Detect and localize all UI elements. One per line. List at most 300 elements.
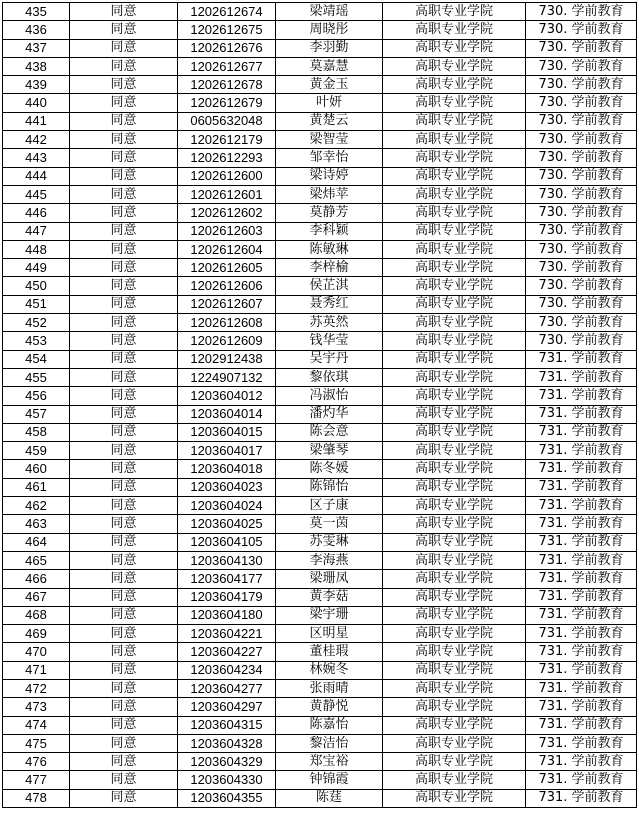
student-id-cell: 1203604179 [178, 588, 276, 606]
table-row [3, 698, 637, 716]
status-cell: 同意 [70, 387, 178, 405]
student-id-cell: 1203604017 [178, 442, 276, 460]
student-id-cell: 1203604015 [178, 423, 276, 441]
student-name-cell: 梁炜苹 [276, 185, 383, 203]
row-number-cell: 450 [3, 277, 70, 295]
row-number-cell: 451 [3, 295, 70, 313]
college-cell: 高职专业学院 [383, 460, 526, 478]
table-row [3, 570, 637, 588]
college-cell: 高职专业学院 [383, 625, 526, 643]
student-name-cell: 黄楚云 [276, 112, 383, 130]
row-number-cell: 453 [3, 332, 70, 350]
college-cell: 高职专业学院 [383, 497, 526, 515]
college-cell: 高职专业学院 [383, 789, 526, 807]
student-id-cell: 1202612678 [178, 76, 276, 94]
status-cell: 同意 [70, 185, 178, 203]
status-cell: 同意 [70, 606, 178, 624]
student-id-cell: 1202612609 [178, 332, 276, 350]
student-name-cell: 李梓榆 [276, 259, 383, 277]
major-cell: 731. 学前教育 [526, 734, 637, 752]
table-body [3, 3, 637, 808]
table-row [3, 332, 637, 350]
status-cell: 同意 [70, 716, 178, 734]
row-number-cell: 439 [3, 76, 70, 94]
row-number-cell: 469 [3, 625, 70, 643]
table-row [3, 478, 637, 496]
status-cell: 同意 [70, 240, 178, 258]
table-row [3, 679, 637, 697]
student-id-cell: 1202612600 [178, 167, 276, 185]
student-name-cell: 梁宇珊 [276, 606, 383, 624]
major-cell: 730. 学前教育 [526, 295, 637, 313]
college-cell: 高职专业学院 [383, 39, 526, 57]
major-cell: 731. 学前教育 [526, 533, 637, 551]
table-row [3, 606, 637, 624]
status-cell: 同意 [70, 405, 178, 423]
row-number-cell: 468 [3, 606, 70, 624]
major-cell: 731. 学前教育 [526, 497, 637, 515]
major-cell: 731. 学前教育 [526, 442, 637, 460]
student-name-cell: 李海燕 [276, 551, 383, 569]
status-cell: 同意 [70, 661, 178, 679]
major-cell: 731. 学前教育 [526, 661, 637, 679]
table-row [3, 497, 637, 515]
row-number-cell: 474 [3, 716, 70, 734]
college-cell: 高职专业学院 [383, 204, 526, 222]
row-number-cell: 475 [3, 734, 70, 752]
table-row [3, 39, 637, 57]
major-cell: 730. 学前教育 [526, 149, 637, 167]
status-cell: 同意 [70, 625, 178, 643]
student-name-cell: 梁珊凤 [276, 570, 383, 588]
major-cell: 730. 学前教育 [526, 21, 637, 39]
student-id-cell: 1202612601 [178, 185, 276, 203]
table-row [3, 222, 637, 240]
student-id-cell: 1203604024 [178, 497, 276, 515]
table-row [3, 716, 637, 734]
row-number-cell: 472 [3, 679, 70, 697]
row-number-cell: 460 [3, 460, 70, 478]
college-cell: 高职专业学院 [383, 588, 526, 606]
college-cell: 高职专业学院 [383, 570, 526, 588]
student-name-cell: 钱华莹 [276, 332, 383, 350]
table-row [3, 21, 637, 39]
student-name-cell: 钟锦霞 [276, 771, 383, 789]
student-name-cell: 陈嘉怡 [276, 716, 383, 734]
student-id-cell: 1202612677 [178, 57, 276, 75]
row-number-cell: 465 [3, 551, 70, 569]
row-number-cell: 459 [3, 442, 70, 460]
status-cell: 同意 [70, 350, 178, 368]
major-cell: 731. 学前教育 [526, 771, 637, 789]
student-id-cell: 1203604018 [178, 460, 276, 478]
row-number-cell: 473 [3, 698, 70, 716]
major-cell: 731. 学前教育 [526, 405, 637, 423]
status-cell: 同意 [70, 460, 178, 478]
student-id-cell: 1203604014 [178, 405, 276, 423]
table-row [3, 789, 637, 807]
college-cell: 高职专业学院 [383, 478, 526, 496]
student-name-cell: 莫一茵 [276, 515, 383, 533]
college-cell: 高职专业学院 [383, 3, 526, 21]
status-cell: 同意 [70, 314, 178, 332]
status-cell: 同意 [70, 643, 178, 661]
table-row [3, 771, 637, 789]
table-row [3, 350, 637, 368]
student-name-cell: 黎洁怡 [276, 734, 383, 752]
major-cell: 730. 学前教育 [526, 3, 637, 21]
college-cell: 高职专业学院 [383, 643, 526, 661]
major-cell: 730. 学前教育 [526, 94, 637, 112]
student-name-cell: 梁肇琴 [276, 442, 383, 460]
table-row [3, 661, 637, 679]
student-id-cell: 1202612179 [178, 131, 276, 149]
student-name-cell: 苏英然 [276, 314, 383, 332]
student-name-cell: 梁诗婷 [276, 167, 383, 185]
student-name-cell: 区子康 [276, 497, 383, 515]
student-name-cell: 李羽勤 [276, 39, 383, 57]
row-number-cell: 440 [3, 94, 70, 112]
status-cell: 同意 [70, 295, 178, 313]
status-cell: 同意 [70, 332, 178, 350]
status-cell: 同意 [70, 497, 178, 515]
student-name-cell: 苏雯琳 [276, 533, 383, 551]
table-row [3, 753, 637, 771]
status-cell: 同意 [70, 423, 178, 441]
status-cell: 同意 [70, 551, 178, 569]
row-number-cell: 443 [3, 149, 70, 167]
student-name-cell: 梁靖瑶 [276, 3, 383, 21]
major-cell: 730. 学前教育 [526, 167, 637, 185]
table-row [3, 588, 637, 606]
major-cell: 731. 学前教育 [526, 716, 637, 734]
major-cell: 730. 学前教育 [526, 332, 637, 350]
status-cell: 同意 [70, 442, 178, 460]
status-cell: 同意 [70, 588, 178, 606]
table-row [3, 387, 637, 405]
college-cell: 高职专业学院 [383, 387, 526, 405]
table-row [3, 734, 637, 752]
student-id-cell: 1202612605 [178, 259, 276, 277]
row-number-cell: 452 [3, 314, 70, 332]
student-name-cell: 黎依琪 [276, 368, 383, 386]
row-number-cell: 447 [3, 222, 70, 240]
college-cell: 高职专业学院 [383, 734, 526, 752]
student-id-cell: 1203604025 [178, 515, 276, 533]
college-cell: 高职专业学院 [383, 131, 526, 149]
major-cell: 731. 学前教育 [526, 698, 637, 716]
status-cell: 同意 [70, 533, 178, 551]
major-cell: 731. 学前教育 [526, 515, 637, 533]
table-row [3, 368, 637, 386]
student-name-cell: 黄李菇 [276, 588, 383, 606]
row-number-cell: 444 [3, 167, 70, 185]
college-cell: 高职专业学院 [383, 661, 526, 679]
student-name-cell: 莫嘉慧 [276, 57, 383, 75]
major-cell: 731. 学前教育 [526, 753, 637, 771]
major-cell: 731. 学前教育 [526, 460, 637, 478]
major-cell: 731. 学前教育 [526, 387, 637, 405]
table-row [3, 259, 637, 277]
row-number-cell: 462 [3, 497, 70, 515]
row-number-cell: 463 [3, 515, 70, 533]
table-row [3, 515, 637, 533]
status-cell: 同意 [70, 57, 178, 75]
table-row [3, 57, 637, 75]
college-cell: 高职专业学院 [383, 679, 526, 697]
major-cell: 730. 学前教育 [526, 185, 637, 203]
status-cell: 同意 [70, 368, 178, 386]
table-row [3, 3, 637, 21]
student-id-cell: 1202612606 [178, 277, 276, 295]
major-cell: 731. 学前教育 [526, 679, 637, 697]
college-cell: 高职专业学院 [383, 442, 526, 460]
student-id-cell: 1202612679 [178, 94, 276, 112]
student-id-cell: 1203604297 [178, 698, 276, 716]
college-cell: 高职专业学院 [383, 314, 526, 332]
table-row [3, 643, 637, 661]
status-cell: 同意 [70, 149, 178, 167]
status-cell: 同意 [70, 112, 178, 130]
student-id-cell: 1203604277 [178, 679, 276, 697]
student-id-cell: 1202612293 [178, 149, 276, 167]
student-name-cell: 区明星 [276, 625, 383, 643]
student-id-cell: 0605632048 [178, 112, 276, 130]
table-row [3, 533, 637, 551]
major-cell: 730. 学前教育 [526, 222, 637, 240]
student-id-cell: 1203604328 [178, 734, 276, 752]
row-number-cell: 461 [3, 478, 70, 496]
table-row [3, 551, 637, 569]
college-cell: 高职专业学院 [383, 716, 526, 734]
major-cell: 731. 学前教育 [526, 368, 637, 386]
row-number-cell: 457 [3, 405, 70, 423]
table-row [3, 240, 637, 258]
college-cell: 高职专业学院 [383, 533, 526, 551]
major-cell: 730. 学前教育 [526, 76, 637, 94]
table-row [3, 405, 637, 423]
major-cell: 730. 学前教育 [526, 112, 637, 130]
table-row [3, 460, 637, 478]
status-cell: 同意 [70, 204, 178, 222]
table-row [3, 442, 637, 460]
major-cell: 731. 学前教育 [526, 478, 637, 496]
major-cell: 731. 学前教育 [526, 570, 637, 588]
student-id-cell: 1224907132 [178, 368, 276, 386]
student-id-cell: 1202612603 [178, 222, 276, 240]
college-cell: 高职专业学院 [383, 57, 526, 75]
status-cell: 同意 [70, 76, 178, 94]
student-id-cell: 1202612604 [178, 240, 276, 258]
status-cell: 同意 [70, 222, 178, 240]
status-cell: 同意 [70, 39, 178, 57]
major-cell: 730. 学前教育 [526, 240, 637, 258]
status-cell: 同意 [70, 753, 178, 771]
table-row [3, 94, 637, 112]
student-id-cell: 1203604330 [178, 771, 276, 789]
row-number-cell: 438 [3, 57, 70, 75]
status-cell: 同意 [70, 789, 178, 807]
row-number-cell: 471 [3, 661, 70, 679]
student-id-cell: 1203604023 [178, 478, 276, 496]
row-number-cell: 449 [3, 259, 70, 277]
student-name-cell: 陈莛 [276, 789, 383, 807]
table-row [3, 423, 637, 441]
student-name-cell: 邹幸怡 [276, 149, 383, 167]
admission-list-table [2, 2, 637, 808]
college-cell: 高职专业学院 [383, 771, 526, 789]
status-cell: 同意 [70, 3, 178, 21]
major-cell: 730. 学前教育 [526, 314, 637, 332]
college-cell: 高职专业学院 [383, 350, 526, 368]
status-cell: 同意 [70, 167, 178, 185]
table-row [3, 167, 637, 185]
status-cell: 同意 [70, 478, 178, 496]
table-row [3, 314, 637, 332]
student-name-cell: 陈会意 [276, 423, 383, 441]
college-cell: 高职专业学院 [383, 167, 526, 185]
student-name-cell: 梁智莹 [276, 131, 383, 149]
college-cell: 高职专业学院 [383, 21, 526, 39]
student-id-cell: 1203604329 [178, 753, 276, 771]
student-id-cell: 1203604130 [178, 551, 276, 569]
status-cell: 同意 [70, 771, 178, 789]
student-id-cell: 1203604355 [178, 789, 276, 807]
row-number-cell: 437 [3, 39, 70, 57]
row-number-cell: 445 [3, 185, 70, 203]
college-cell: 高职专业学院 [383, 606, 526, 624]
student-id-cell: 1202612608 [178, 314, 276, 332]
student-name-cell: 郑宝裕 [276, 753, 383, 771]
student-name-cell: 陈锦怡 [276, 478, 383, 496]
college-cell: 高职专业学院 [383, 515, 526, 533]
student-id-cell: 1203604234 [178, 661, 276, 679]
student-name-cell: 黄静悦 [276, 698, 383, 716]
row-number-cell: 455 [3, 368, 70, 386]
table-row [3, 112, 637, 130]
major-cell: 730. 学前教育 [526, 57, 637, 75]
student-id-cell: 1203604180 [178, 606, 276, 624]
major-cell: 731. 学前教育 [526, 423, 637, 441]
college-cell: 高职专业学院 [383, 185, 526, 203]
major-cell: 731. 学前教育 [526, 588, 637, 606]
row-number-cell: 470 [3, 643, 70, 661]
college-cell: 高职专业学院 [383, 222, 526, 240]
college-cell: 高职专业学院 [383, 295, 526, 313]
student-id-cell: 1203604012 [178, 387, 276, 405]
table-row [3, 204, 637, 222]
table-row [3, 277, 637, 295]
student-name-cell: 周晓彤 [276, 21, 383, 39]
student-id-cell: 1202612676 [178, 39, 276, 57]
student-id-cell: 1202612602 [178, 204, 276, 222]
row-number-cell: 476 [3, 753, 70, 771]
college-cell: 高职专业学院 [383, 240, 526, 258]
student-id-cell: 1203604315 [178, 716, 276, 734]
student-name-cell: 叶妍 [276, 94, 383, 112]
status-cell: 同意 [70, 698, 178, 716]
status-cell: 同意 [70, 734, 178, 752]
student-name-cell: 董桂瑕 [276, 643, 383, 661]
row-number-cell: 442 [3, 131, 70, 149]
college-cell: 高职专业学院 [383, 277, 526, 295]
status-cell: 同意 [70, 515, 178, 533]
college-cell: 高职专业学院 [383, 551, 526, 569]
college-cell: 高职专业学院 [383, 753, 526, 771]
student-id-cell: 1202612675 [178, 21, 276, 39]
college-cell: 高职专业学院 [383, 94, 526, 112]
college-cell: 高职专业学院 [383, 149, 526, 167]
student-id-cell: 1202612607 [178, 295, 276, 313]
major-cell: 730. 学前教育 [526, 277, 637, 295]
college-cell: 高职专业学院 [383, 368, 526, 386]
student-name-cell: 李科颖 [276, 222, 383, 240]
student-name-cell: 黄金玉 [276, 76, 383, 94]
college-cell: 高职专业学院 [383, 332, 526, 350]
row-number-cell: 454 [3, 350, 70, 368]
major-cell: 730. 学前教育 [526, 131, 637, 149]
major-cell: 731. 学前教育 [526, 625, 637, 643]
student-id-cell: 1203604105 [178, 533, 276, 551]
student-name-cell: 莫静芳 [276, 204, 383, 222]
row-number-cell: 477 [3, 771, 70, 789]
college-cell: 高职专业学院 [383, 259, 526, 277]
major-cell: 730. 学前教育 [526, 204, 637, 222]
student-id-cell: 1203604177 [178, 570, 276, 588]
student-name-cell: 冯淑怡 [276, 387, 383, 405]
row-number-cell: 464 [3, 533, 70, 551]
student-name-cell: 吴宇丹 [276, 350, 383, 368]
student-name-cell: 陈敏琳 [276, 240, 383, 258]
major-cell: 731. 学前教育 [526, 551, 637, 569]
student-id-cell: 1202612674 [178, 3, 276, 21]
table-row [3, 131, 637, 149]
row-number-cell: 458 [3, 423, 70, 441]
major-cell: 731. 学前教育 [526, 789, 637, 807]
student-name-cell: 陈冬媛 [276, 460, 383, 478]
table-row [3, 185, 637, 203]
row-number-cell: 435 [3, 3, 70, 21]
major-cell: 730. 学前教育 [526, 259, 637, 277]
student-id-cell: 1202912438 [178, 350, 276, 368]
table-row [3, 76, 637, 94]
college-cell: 高职专业学院 [383, 76, 526, 94]
status-cell: 同意 [70, 679, 178, 697]
status-cell: 同意 [70, 21, 178, 39]
major-cell: 731. 学前教育 [526, 643, 637, 661]
row-number-cell: 466 [3, 570, 70, 588]
student-name-cell: 潘灼华 [276, 405, 383, 423]
major-cell: 730. 学前教育 [526, 39, 637, 57]
status-cell: 同意 [70, 570, 178, 588]
status-cell: 同意 [70, 94, 178, 112]
row-number-cell: 441 [3, 112, 70, 130]
student-name-cell: 聂秀红 [276, 295, 383, 313]
college-cell: 高职专业学院 [383, 698, 526, 716]
student-name-cell: 林婉冬 [276, 661, 383, 679]
table-row [3, 295, 637, 313]
row-number-cell: 467 [3, 588, 70, 606]
row-number-cell: 436 [3, 21, 70, 39]
status-cell: 同意 [70, 259, 178, 277]
row-number-cell: 446 [3, 204, 70, 222]
status-cell: 同意 [70, 131, 178, 149]
row-number-cell: 478 [3, 789, 70, 807]
major-cell: 731. 学前教育 [526, 606, 637, 624]
table-row [3, 625, 637, 643]
student-name-cell: 侯芷淇 [276, 277, 383, 295]
row-number-cell: 448 [3, 240, 70, 258]
